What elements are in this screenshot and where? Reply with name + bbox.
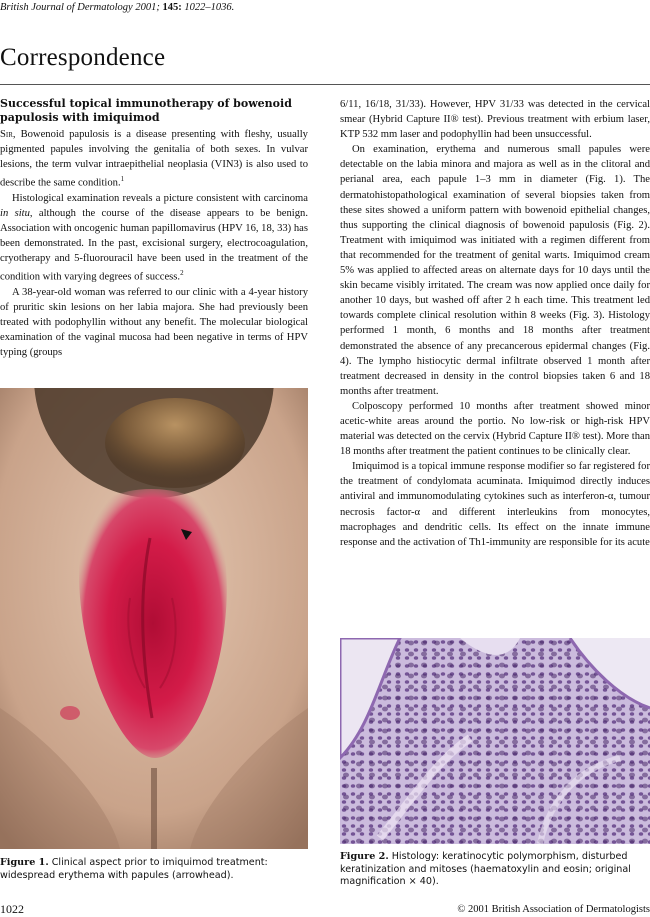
figure-1-clinical-photo [0,388,308,849]
figure-2-histology-photo [340,638,650,844]
left-column [0,97,308,360]
journal-pages: 1022–1036. [184,2,235,13]
figure-2-label: Figure 2. [340,851,389,862]
copyright-notice: © 2001 British Association of Dermatologists [457,904,650,915]
section-divider [0,84,650,85]
paragraph-5: On examination, erythema and numerous small papules were detectable on the labia minora and majora as well as in the clitoral and perianal area, each papule 1–3 mm in diameter (Fig. 1). The dermatohistopathological examination of several biopsies taken from these sites showed a uniform pattern with bowenoid epithelial changes, thus supporting the clinical diagnosis of bowenoid papulosis (Fig. 2). Treatment with imiquimod was initiated with a regimen different from that recommended for the treatment of genital warts. Imiquimod cream 5% was applied to affected areas on alternate days for 10 days until the skin became visibly irritated. The cream was now applied once daily for another 10 days, but washed off after 2 h each time. This treatment led towards complete clinical resolution within 8 weeks (Fig. 3). Histology performed 1 month, 6 months and 18 months after treatment demonstrated the absence of any precancerous epidermal changes (Fig. 4). The lympho histiocytic dermal infiltrate observed 1 month after treatment decreased in density in the control biopsies taken 6 and 18 months after treatment. [340,144,650,397]
paragraph-1-text: Bowenoid papulosis is a disease presenting with fleshy, usually pigmented papules involving the genitalia of both sexes. In vulvar lesions, the term vulvar intraepithelial neoplasia (VIN3) is also used to describe the same condition. [0,129,308,189]
paragraph-1 [0,127,308,191]
figure-2-caption [340,851,650,889]
paragraph-4: 6/11, 16/18, 31/33). However, HPV 31/33 was detected in the cervical smear (Hybrid Capture II® test). Previous treatment with erbium laser, KTP 532 mm laser and podophyllin had been unsuccessful. [340,99,650,141]
paragraph-7: Imiquimod is a topical immune response modifier so far registered for the treatment of condylomata acuminata. Imiquimod directly induces antiviral and immunomodulating cytokines such as interferon-α, tumour necrosis factor-α and different interleukins from monocytes, macrophages and dendritic cells. Its effect on the innate immune response and the activation of Th1-immunity are responsible for its acute [340,461,650,548]
clinical-photo-illustration [0,388,308,849]
paragraph-3: A 38-year-old woman was referred to our clinic with a 4-year history of pruritic skin lesions on her labia majora. She had previously been treated with podophyllin without any benefit. The molecular biological examination of the vaginal mucosa had been negative in terms of HPV typing (groups [0,287,308,359]
salutation: Sir, [0,129,16,140]
paragraph-2-text: Histological examination reveals a picture consistent with carcinoma in situ, although the course of the disease appears to be benign. Association with oncogenic human papillomavirus (HPV 16, 18, 33) has been demonstrated. In the past, excisional surgery, electrocoagulation, cryotherapy and 5-fluorouracil have been used in the treatment of the condition with varying degrees of success. [0,192,308,283]
journal-volume: 145: [162,2,182,13]
figure-2-caption-text: Histology: keratinocytic polymorphism, disturbed keratinization and mitoses (haematoxylin and eosin; original magnification × 40). [340,851,631,888]
figure-1-label: Figure 1. [0,857,49,868]
journal-year: 2001; [135,2,160,13]
figure-1-caption-text: Clinical aspect prior to imiquimod treatment: widespread erythema with papules (arrowhead). [0,857,268,881]
right-column [340,97,650,550]
page-number: 1022 [0,902,24,916]
histology-illustration [340,638,650,844]
reference-1: 1 [120,175,125,184]
journal-name: British Journal of Dermatology [0,2,133,13]
section-title: Correspondence [0,44,166,71]
paragraph-6: Colposcopy performed 10 months after treatment showed minor acetic-white areas around the portio. No low-risk or high-risk HPV material was detected on the cervix (Hybrid Capture II® test). More than 18 months after treatment the patient continues to be clinically clear. [340,400,650,458]
running-header [0,2,234,13]
reference-2: 2 [180,269,184,278]
in-situ-term: in situ [0,208,30,219]
paragraph-2 [0,191,308,285]
figure-1-caption [0,857,308,882]
article-title: Successful topical immunotherapy of bowenoid papulosis with imiquimod [0,97,292,124]
